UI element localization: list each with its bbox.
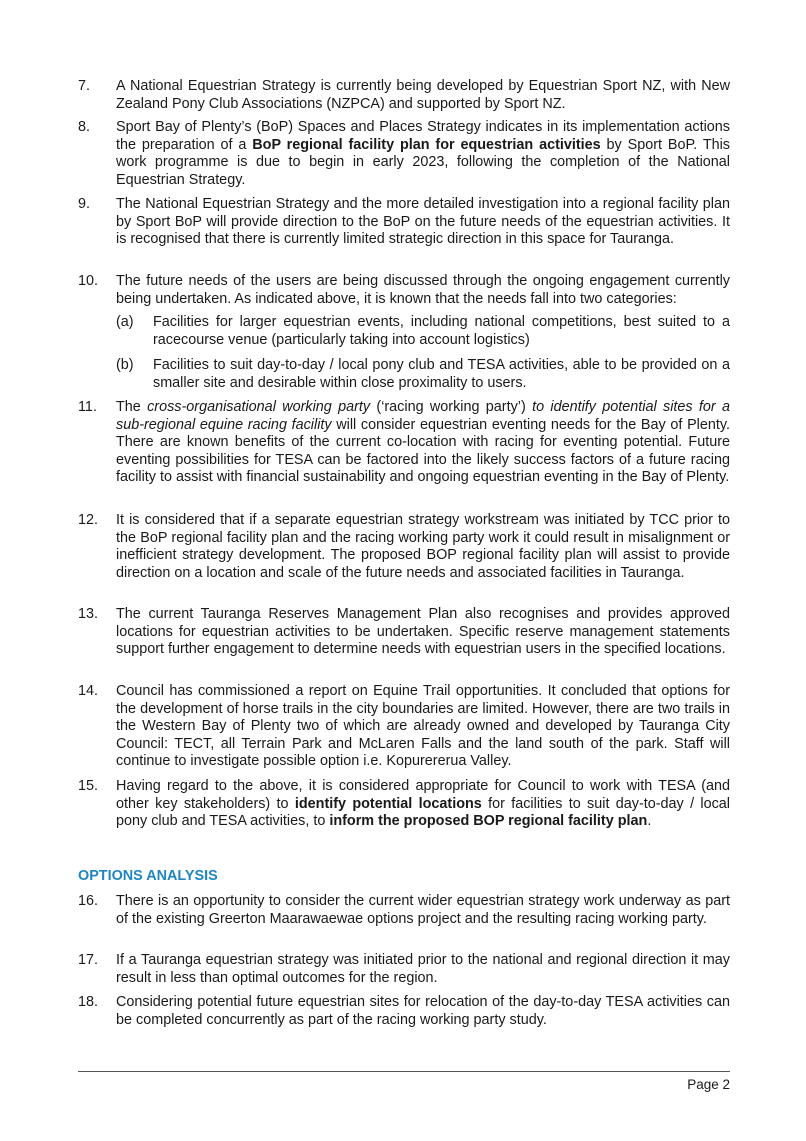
subitem-b bbox=[116, 357, 730, 392]
bold-text: BoP regional facility plan for equestrian activities bbox=[252, 136, 601, 153]
italic-text: cross-organisational working party bbox=[147, 399, 371, 415]
paragraph-13 bbox=[78, 606, 730, 659]
paragraph-14 bbox=[78, 683, 730, 771]
paragraph-text bbox=[116, 606, 730, 659]
subitem-letter: (b) bbox=[116, 357, 134, 373]
paragraph-text bbox=[116, 952, 730, 987]
footer-divider bbox=[78, 1071, 730, 1072]
paragraph-7 bbox=[78, 78, 730, 113]
paragraph-text bbox=[116, 683, 730, 771]
text-run: A National Equestrian Strategy is currently being developed by Equestrian Sport NZ, with New Zealand Pony Club Associations (NZPCA) and supported by Sport NZ. bbox=[116, 78, 730, 112]
subitem-text: Facilities for larger equestrian events, including national competitions, best suited to a racecourse venue (particularly taking into account logistics) bbox=[153, 314, 730, 348]
paragraph-number: 10. bbox=[78, 273, 99, 289]
paragraph-number: 14. bbox=[78, 683, 99, 699]
paragraph-18 bbox=[78, 994, 730, 1029]
paragraph-text bbox=[116, 512, 730, 582]
text-run: for facilities to suit day-to-day / local pony club and TESA activities, to bbox=[116, 795, 730, 830]
text-run: . bbox=[647, 813, 652, 830]
paragraph-text bbox=[116, 273, 730, 308]
text-run: Having regard to the above, it is considered appropriate for Council to work with TESA (and other key stakeholders) to bbox=[116, 778, 730, 812]
text-run: The bbox=[116, 399, 148, 415]
paragraph-text bbox=[116, 399, 730, 487]
paragraph-number: 11. bbox=[78, 399, 97, 415]
paragraph-16 bbox=[78, 893, 730, 928]
bold-text: identify potential locations bbox=[294, 795, 482, 812]
paragraph-12 bbox=[78, 512, 730, 582]
paragraph-10 bbox=[78, 273, 730, 308]
subitem-text: Facilities to suit day-to-day / local pony club and TESA activities, able to be provided on a smaller site and desirable within close proximality to users. bbox=[153, 357, 730, 391]
paragraph-text bbox=[116, 994, 730, 1029]
text-run: by Sport BoP. This work programme is due to begin in early 2023, following the completion of the National Equestrian Strategy. bbox=[116, 136, 731, 188]
paragraph-17 bbox=[78, 952, 730, 987]
text-run: If a Tauranga equestrian strategy was initiated prior to the national and regional direction it may result in less than optimal outcomes for the region. bbox=[116, 952, 730, 986]
text-run: will consider equestrian eventing needs for the Bay of Plenty. There are known benefits of the current co-location with racing for eventing potential. Future eventing possibilities for TESA can be factored into the likely success factors of a future racing facility to assist with financial sustainability and ongoing equestrian eventing in the Bay of Plenty. bbox=[116, 416, 730, 486]
paragraph-number: 16. bbox=[78, 893, 99, 909]
paragraph-8 bbox=[78, 119, 730, 189]
bold-text: inform the proposed BOP regional facility plan bbox=[329, 813, 648, 830]
paragraph-number: 8. bbox=[78, 119, 91, 135]
paragraph-number: 12. bbox=[78, 512, 99, 528]
text-run: The current Tauranga Reserves Management Plan also recognises and provides approved locations for equestrian activities to be undertaken. Specific reserve management statements support further engagement to determine needs with equestrian users in the specified locations. bbox=[116, 606, 730, 658]
paragraph-number: 9. bbox=[78, 196, 91, 212]
subitem-a bbox=[116, 314, 730, 349]
text-run: The future needs of the users are being discussed through the ongoing engagement currently being undertaken. As indicated above, it is known that the needs fall into two categories: bbox=[116, 273, 730, 307]
paragraph-11 bbox=[78, 399, 730, 487]
text-run: The National Equestrian Strategy and the more detailed investigation into a regional facility plan by Sport BoP will provide direction to the BoP on the future needs of the equestrian activities. It is recognised that there is currently limited strategic direction in this space for Tauranga. bbox=[116, 196, 730, 248]
page-number: Page 2 bbox=[687, 1077, 730, 1092]
paragraph-9 bbox=[78, 196, 730, 249]
paragraph-text bbox=[116, 893, 730, 928]
paragraph-text bbox=[116, 196, 730, 249]
text-run: Sport Bay of Plenty’s (BoP) Spaces and Places Strategy indicates in its implementation actions the preparation of a bbox=[116, 119, 730, 153]
paragraph-15 bbox=[78, 778, 730, 831]
section-heading: OPTIONS ANALYSIS bbox=[78, 868, 218, 884]
text-run: Considering potential future equestrian sites for relocation of the day-to-day TESA activities can be completed concurrently as part of the racing working party study. bbox=[116, 994, 730, 1028]
subitem-letter: (a) bbox=[116, 314, 134, 330]
paragraph-number: 17. bbox=[78, 952, 99, 968]
text-run: It is considered that if a separate equestrian strategy workstream was initiated by TCC prior to the BoP regional facility plan and the racing working party work it could result in misalignment or inefficient strategy development. The proposed BOP regional facility plan will assist to provide direction on a location and scale of the future needs and associated facilities in Tauranga. bbox=[116, 512, 730, 581]
text-run: There is an opportunity to consider the current wider equestrian strategy work underway as part of the existing Greerton Maarawaewae options project and the resulting racing working party. bbox=[116, 893, 730, 927]
paragraph-text bbox=[116, 78, 730, 113]
paragraph-number: 7. bbox=[78, 78, 91, 94]
paragraph-number: 18. bbox=[78, 994, 99, 1010]
paragraph-text bbox=[116, 119, 730, 189]
text-run: Council has commissioned a report on Equine Trail opportunities. It concluded that options for the development of horse trails in the city boundaries are limited. However, there are two trails in the Western Bay of Plenty two of which are already owned and developed by Tauranga City Council: TECT, all Terrain Park and McLaren Falls and the land south of the park. Staff will continue to investigate possible option i.e. Kopurererua Valley. bbox=[116, 683, 730, 770]
text-run: (‘racing working party’) bbox=[370, 399, 533, 415]
paragraph-text bbox=[116, 778, 730, 831]
italic-text: to identify potential sites for a sub-regional equine racing facility bbox=[116, 399, 731, 433]
paragraph-number: 13. bbox=[78, 606, 99, 622]
paragraph-number: 15. bbox=[78, 778, 99, 794]
